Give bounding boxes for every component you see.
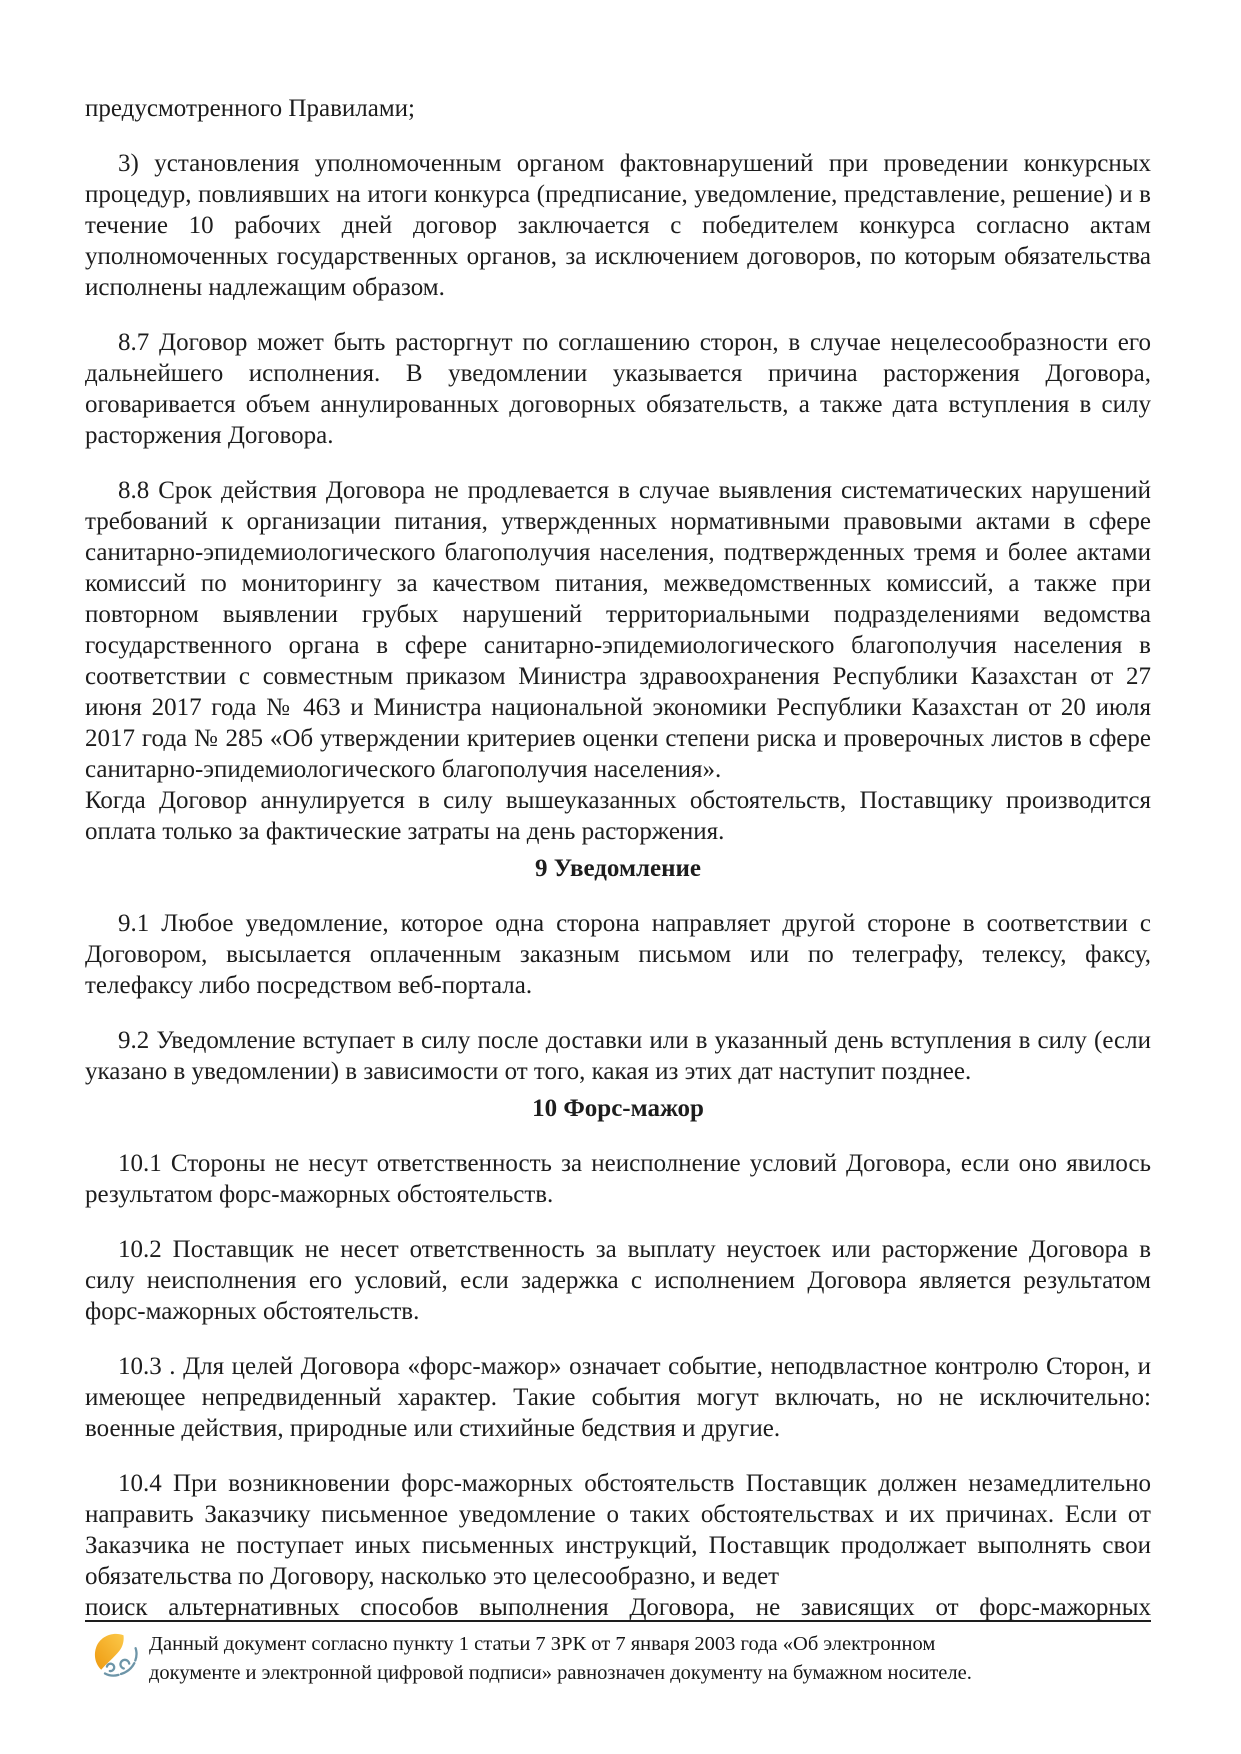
clause-8-8-note: Когда Договор аннулируется в силу вышеуказанных обстоятельств, Поставщику производится оплата только за фактические затраты на день расторжения. [85,787,1151,845]
clause-8-8: 8.8 Срок действия Договора не продлевается в случае выявления систематических нарушений требований к организации питания, утвержденных нормативными правовыми актами в сфере санитарно-эпидемиологического благополучия населения, подтвержденных тремя и более актами комиссий по мониторингу за качеством питания, межведомственных комиссий, а также при повторном выявлении грубых нарушений территориальными подразделениями ведомства государственного органа в сфере санитарно-эпидемиологического благополучия населения в соответствии с совместным приказом Министра здравоохранения Республики Казахстан от 27 июня 2017 года № 463 и Министра национальной экономики Республики Казахстан от 20 июля 2017 года № 285 «Об утверждении критериев оценки степени риска и проверочных листов в сфере санитарно-эпидемиологического благополучия населения». [85,477,1151,783]
clause-8-7: 8.7 Договор может быть расторгнут по соглашению сторон, в случае нецелесообразности его дальнейшего исполнения. В уведомлении указывается причина расторжения Договора, оговаривается объем аннулированных договорных обязательств, а также дата вступления в силу расторжения Договора. [85,329,1151,449]
clause-10-3: 10.3 . Для целей Договора «форс-мажор» означает событие, неподвластное контролю Сторон, и имеющее непредвиденный характер. Такие события могут включать, но не исключительно: военные действия, природные или стихийные бедствия и другие. [85,1353,1151,1442]
electronic-document-footer [85,1630,1151,1688]
clause-9-2: 9.2 Уведомление вступает в силу после доставки или в указанный день вступления в силу (если указано в уведомлении) в зависимости от того, какая из этих дат наступит позднее. [85,1027,1151,1085]
clause-3: 3) установления уполномоченным органом фактовнарушений при проведении конкурсных процедур, повлиявших на итоги конкурса (предписание, уведомление, представление, решение) и в течение 10 рабочих дней договор заключается с победителем конкурса согласно актам уполномоченных государственных органов, за исключением договоров, по которым обязательства исполнены надлежащим образом. [85,150,1151,301]
section-9-heading: 9 Уведомление [534,855,702,882]
footer-note-text: Данный документ согласно пункту 1 статьи 7 ЗРК от 7 января 2003 года «Об электронном документе и электронной цифровой подписи» равнозначен документу на бумажном носителе. [149,1633,972,1684]
clause-10-4: 10.4 При возникновении форс-мажорных обстоятельств Поставщик должен незамедлительно направить Заказчику письменное уведомление о таких обстоятельствах и их причинах. Если от Заказчика не поступает иных письменных инструкций, Поставщик продолжает выполнять свои обязательства по Договору, насколько это целесообразно, и ведет [85,1470,1151,1590]
clause-continuation-line: предусмотренного Правилами; [85,95,415,122]
contract-text-body [85,93,1151,1623]
clause-10-4-underlined-continuation: поиск альтернативных способов выполнения Договора, не зависящих от форс-мажорных [85,1594,1151,1621]
clause-10-2: 10.2 Поставщик не несет ответственность за выплату неустоек или расторжение Договора в силу неисполнения его условий, если задержка с исполнением Договора является результатом форс-мажорных обстоятельств. [85,1236,1151,1325]
egov-signature-stamp-icon [93,1633,140,1677]
section-10-heading: 10 Форс-мажор [532,1095,704,1122]
clause-10-1: 10.1 Стороны не несут ответственность за неисполнение условий Договора, если оно явилось результатом форс-мажорных обстоятельств. [85,1150,1151,1208]
clause-9-1: 9.1 Любое уведомление, которое одна сторона направляет другой стороне в соответствии с Договором, высылается оплаченным заказным письмом или по телеграфу, телексу, факсу, телефаксу либо посредством веб-портала. [85,910,1151,999]
